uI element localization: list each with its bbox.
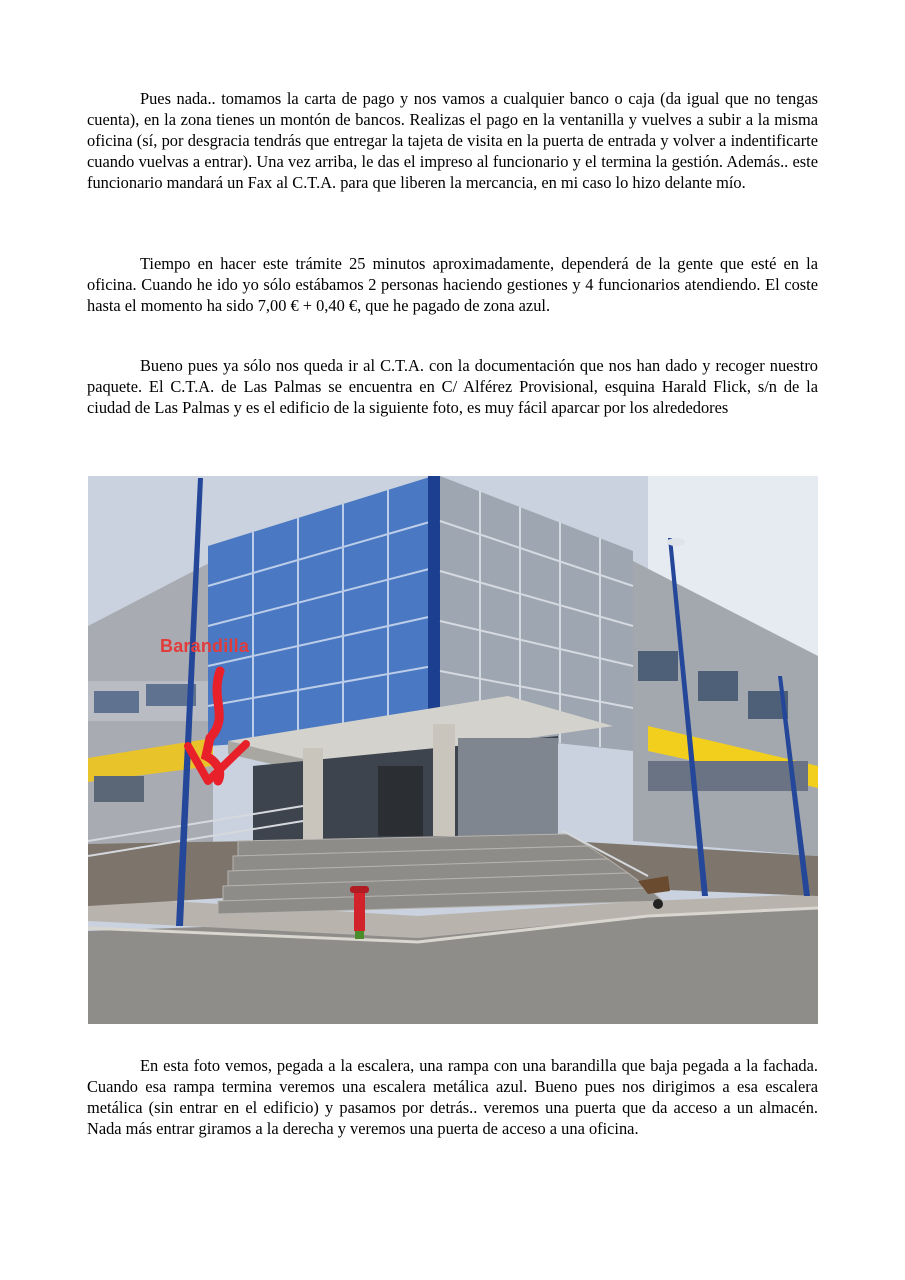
building-photo — [88, 476, 818, 1024]
building-illustration — [88, 476, 818, 1024]
paragraph-payment: Pues nada.. tomamos la carta de pago y nos vamos a cualquier banco o caja (da igual que no tengas cuenta), en la zona tienes un montón de bancos. Realizas el pago en la ventanilla y vuelves a subir a la misma oficina (sí, por desgracia tendrás que entregar la tajeta de visita en la puerta de entrada y volver a indentificarte cuando vuelvas a entrar). Una vez arriba, le das el impreso al funcionario y el termina la gestión. Además.. este funcionario mandará un Fax al C.T.A. para que liberen la mercancia, en mi caso lo hizo delante mío. — [87, 89, 818, 192]
paragraph-cta-location: Bueno pues ya sólo nos queda ir al C.T.A. con la documentación que nos han dado y recoger nuestro paquete. El C.T.A. de Las Palmas se encuentra en C/ Alférez Provisional, esquina Harald Flick, s/n de la ciudad de Las Palmas y es el edificio de la siguiente foto, es muy fácil aparcar por los alrededores — [87, 356, 818, 417]
paragraph-directions: En esta foto vemos, pegada a la escalera, una rampa con una barandilla que baja pegada a la fachada. Cuando esa rampa termina veremos una escalera metálica azul. Bueno pues nos dirigimos a esa escalera metálica (sin entrar en el edificio) y pasamos por detrás.. veremos una puerta que da acceso a un almacén. Nada más entrar giramos a la derecha y veremos una puerta de acceso a una oficina. — [87, 1056, 818, 1138]
barandilla-callout: Barandilla — [160, 636, 250, 656]
paragraph-time-cost: Tiempo en hacer este trámite 25 minutos aproximadamente, dependerá de la gente que esté en la oficina. Cuando he ido yo sólo estábamos 2 personas haciendo gestiones y 4 funcionarios atendiendo. El coste hasta el momento ha sido 7,00 € + 0,40 €, que he pagado de zona azul. — [87, 254, 818, 315]
